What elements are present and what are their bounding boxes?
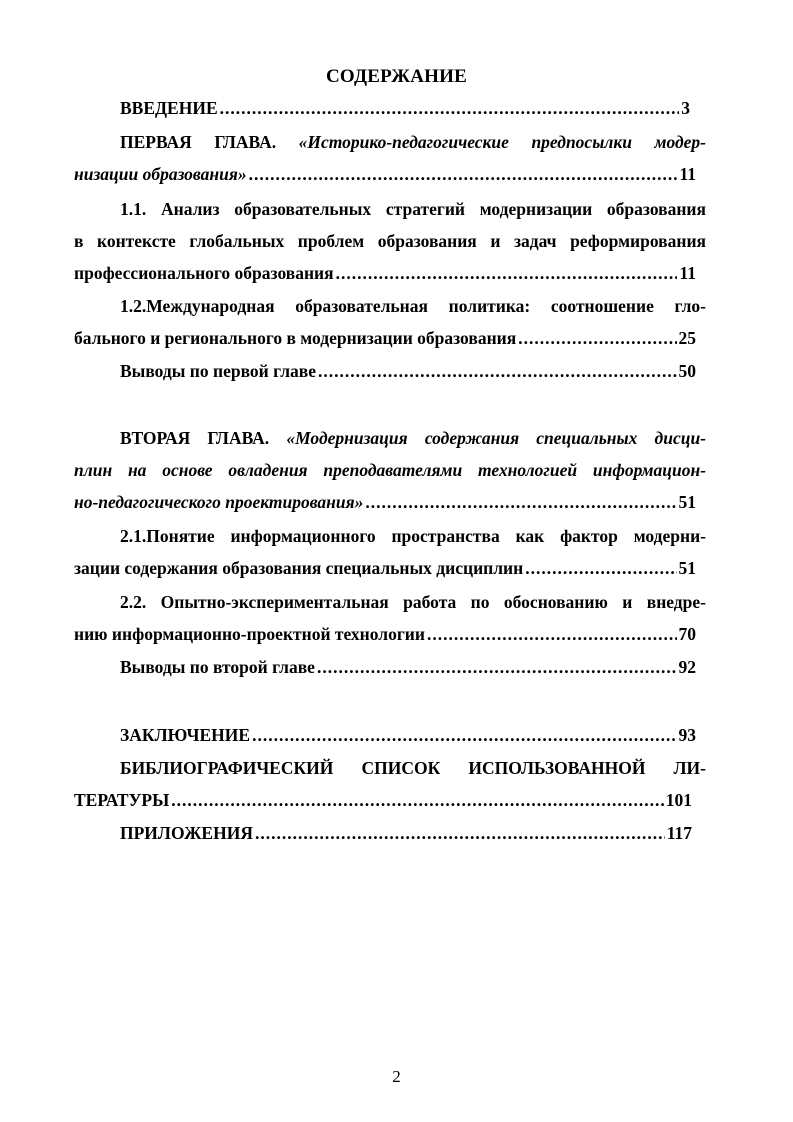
- toc-entry-label: Выводы по первой главе: [120, 361, 316, 381]
- toc-section-1-2-line-2[interactable]: [74, 326, 696, 350]
- toc-page-number: 70: [678, 624, 696, 644]
- dot-leader: [518, 326, 676, 350]
- toc-page-number: 101: [665, 790, 692, 810]
- toc-section-1-1-line-3[interactable]: [74, 261, 696, 285]
- section-title: 1.2.Международная образовательная политика: соотношение гло-: [120, 296, 706, 316]
- page-number: 2: [392, 1067, 401, 1086]
- section-title-cont: в контексте глобальных проблем образования и задач реформирования: [74, 231, 706, 251]
- toc-entry-conclusions-2[interactable]: [120, 655, 696, 679]
- chapter-title-cont: но-педагогического проектирования»: [74, 492, 364, 512]
- section-title-cont: профессионального образования: [74, 263, 334, 283]
- dot-leader: [220, 96, 680, 120]
- toc-entry-label: Выводы по второй главе: [120, 657, 315, 677]
- chapter-title-cont: плин на основе овладения преподавателями технологией информацион-: [74, 460, 706, 480]
- page-title: СОДЕРЖАНИЕ: [326, 66, 467, 87]
- toc-section-1-1-line-1[interactable]: [120, 197, 706, 221]
- toc-page-number: 11: [679, 164, 696, 184]
- toc-chapter-2-line-3[interactable]: [74, 490, 696, 514]
- toc-page-number: 11: [679, 263, 696, 283]
- toc-page-number: 117: [666, 823, 692, 843]
- toc-page-number: 25: [678, 328, 696, 348]
- dot-leader: [249, 162, 678, 186]
- dot-leader: [255, 821, 665, 845]
- dot-leader: [427, 622, 677, 646]
- toc-page-number: 93: [678, 725, 696, 745]
- chapter-prefix: ВТОРАЯ ГЛАВА.: [120, 428, 270, 448]
- dot-leader: [525, 556, 676, 580]
- chapter-prefix: ПЕРВАЯ ГЛАВА.: [120, 132, 277, 152]
- dot-leader: [318, 359, 677, 383]
- section-title: 2.2. Опытно-экспериментальная работа по обоснованию и внедре-: [120, 592, 706, 612]
- toc-page-number: 51: [678, 492, 696, 512]
- section-title-cont: бального и регионального в модернизации образования: [74, 328, 517, 348]
- toc-entry-conclusion[interactable]: [120, 723, 696, 747]
- toc-entry-bibliography-line-1[interactable]: [120, 756, 706, 780]
- toc-chapter-2-line-2[interactable]: [74, 458, 706, 482]
- toc-chapter-2-line-1[interactable]: [120, 426, 706, 450]
- toc-entry-label-cont: ТЕРАТУРЫ: [74, 790, 170, 810]
- toc-entry-appendix[interactable]: [120, 821, 692, 845]
- toc-chapter-1-line-2[interactable]: [74, 162, 696, 186]
- toc-chapter-1-line-1[interactable]: [120, 130, 706, 154]
- dot-leader: [252, 723, 676, 747]
- toc-entry-label: ЗАКЛЮЧЕНИЕ: [120, 725, 251, 745]
- toc-entry-conclusions-1[interactable]: [120, 359, 696, 383]
- chapter-title: «Модернизация содержания специальных дисци-: [286, 428, 707, 448]
- chapter-title-cont: низации образования»: [74, 164, 247, 184]
- toc-section-2-1-line-1[interactable]: [120, 524, 706, 548]
- toc-section-1-2-line-1[interactable]: [120, 294, 706, 318]
- toc-entry-label: ВВЕДЕНИЕ: [120, 98, 218, 118]
- toc-page-number: 92: [678, 657, 696, 677]
- dot-leader: [171, 788, 663, 812]
- section-title: 1.1. Анализ образовательных стратегий модернизации образования: [120, 199, 706, 219]
- chapter-title: «Историко-педагогические предпосылки модер-: [298, 132, 706, 152]
- section-title-cont: нию информационно-проектной технологии: [74, 624, 425, 644]
- section-title: 2.1.Понятие информационного пространства как фактор модерни-: [120, 526, 706, 546]
- toc-entry-introduction[interactable]: [120, 96, 690, 120]
- toc-section-2-1-line-2[interactable]: [74, 556, 696, 580]
- toc-section-2-2-line-1[interactable]: [120, 590, 706, 614]
- toc-entry-bibliography-line-2[interactable]: [74, 788, 692, 812]
- toc-entry-label: БИБЛИОГРАФИЧЕСКИЙ СПИСОК ИСПОЛЬЗОВАННОЙ ЛИ-: [120, 758, 706, 778]
- dot-leader: [317, 655, 677, 679]
- toc-page-number: 3: [681, 98, 690, 118]
- toc-section-1-1-line-2[interactable]: [74, 229, 706, 253]
- section-title-cont: зации содержания образования специальных дисциплин: [74, 558, 524, 578]
- toc-section-2-2-line-2[interactable]: [74, 622, 696, 646]
- dot-leader: [336, 261, 678, 285]
- dot-leader: [365, 490, 676, 514]
- toc-page-number: 50: [678, 361, 696, 381]
- toc-entry-label: ПРИЛОЖЕНИЯ: [120, 823, 253, 843]
- toc-page-number: 51: [678, 558, 696, 578]
